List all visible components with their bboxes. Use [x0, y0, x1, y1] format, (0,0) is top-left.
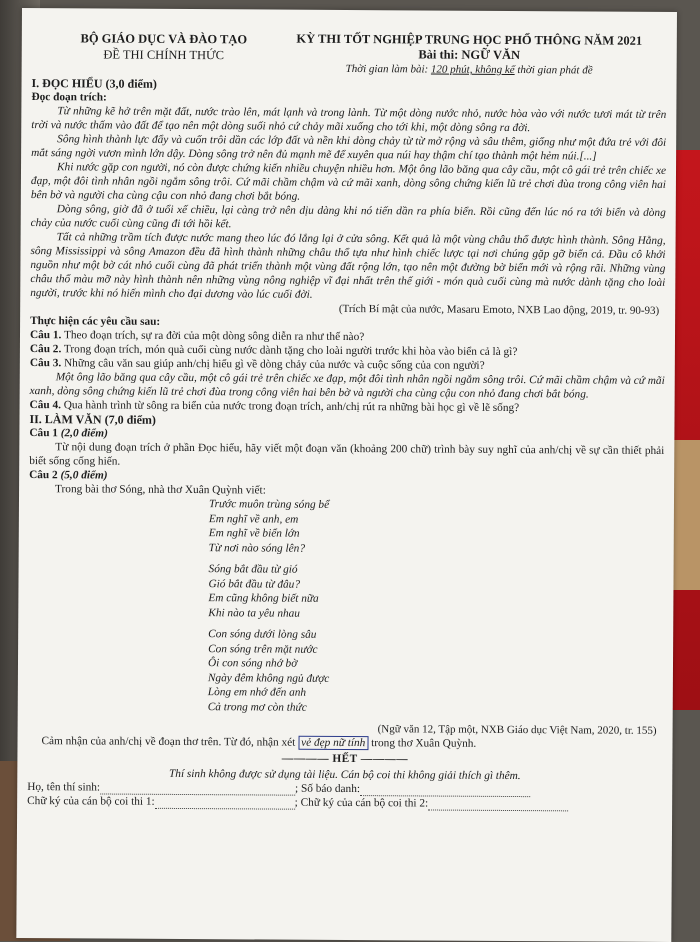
poem-citation: (Ngữ văn 12, Tập một, NXB Giáo dục Việt Nam, 2020, tr. 155): [377, 723, 657, 737]
poem-line: Gió bắt đầu từ đâu?: [208, 577, 301, 591]
question-4: Câu 4. Qua hành trình từ sông ra biển của nước trong đoạn trích, anh/chị rút ra những bài học gì về lẽ sống?: [29, 399, 520, 415]
reading-passage: [30, 104, 666, 304]
header-right: [272, 32, 667, 79]
signature-line: Chữ ký của cán bộ coi thi 1: ; Chữ ký của cán bộ coi thi 2:: [27, 794, 662, 812]
exam-title: KỲ THI TỐT NGHIỆP TRUNG HỌC PHỔ THÔNG NĂM 2021: [296, 31, 643, 48]
end-mark: ———— HẾT ————: [281, 752, 409, 766]
writing-question-2-intro: Trong bài thơ Sóng, nhà thơ Xuân Quỳnh viết:: [55, 483, 266, 497]
official-label: ĐỀ THI CHÍNH THỨC: [103, 47, 225, 63]
handwritten-box: vẻ đẹp nữ tính: [298, 736, 368, 750]
poem-line: Trước muôn trùng sóng bể: [208, 498, 330, 511]
poem-line: Con sóng trên mặt nước: [208, 642, 318, 656]
passage-paragraph: Từ những kẽ hở trên mặt đất, nước trào lên, mát lạnh và trong lành. Từ một dòng nước nhỏ, nước hòa vào với nước tươi mát từ trên trời và nước thấm vào đất để tạo nên một dòng suối nhỏ cứ chảy mãi xuống cho tới khi, một dòng sông ra đời.: [31, 105, 667, 135]
header-left: [54, 30, 274, 63]
tasks-label: Thực hiện các yêu cầu sau:: [30, 315, 161, 328]
poem-stanza: [209, 497, 664, 558]
poem-line: Em nghĩ về biển lớn: [208, 527, 300, 540]
question-1: Câu 1. Theo đoạn trích, sự ra đời của một dòng sông diễn ra như thế nào?: [29, 329, 365, 344]
subject-label: Bài thi: NGỮ VĂN: [418, 47, 521, 63]
poem-line: Em nghĩ về anh, em: [208, 512, 299, 526]
poem-line: Con sóng dưới lòng sâu: [208, 628, 317, 641]
poem-line: Cả trong mơ còn thức: [207, 700, 307, 714]
section-reading-title: I. ĐỌC HIỂU (3,0 điểm): [31, 76, 157, 91]
writing-question-1-text: Từ nội dung đoạn trích ở phần Đọc hiểu, hãy viết một đoạn văn (khoảng 200 chữ) trình bày suy nghĩ của anh/chị về sự cần thiết phải biết sống cống hiến.: [29, 441, 665, 468]
passage-paragraph: Tất cả những trầm tích được nước mang theo lúc đó lắng lại ở cửa sông. Kết quả là một vùng châu thổ được hình thành. Sông Hằng, sông Mississippi và sông Amazon đều đã hình thành những châu thổ tựa như hình chiếc lược tại nơi chúng gặp gỡ biển cả. Đầu cô khởi nguồn như một bờ cát nhỏ cuối cùng đã phát triển thành một vùng đất rộng lớn, tạo nên một đường bờ biển mới và rộng rãi. Những vùng châu thổ màu mỡ này hình thành nên những vùng nông nghiệp vĩ đại nhất trên thế giới - món quà cuối cùng mà nước dành tặng cho loài người, trước khi nó hiến mình cho đại dương vào lúc cuối đời.: [30, 231, 666, 301]
passage-citation: (Trích Bí mật của nước, Masaru Emoto, NXB Lao động, 2019, tr. 90-93): [338, 302, 660, 317]
read-label: Đọc đoạn trích:: [31, 91, 107, 104]
writing-question-2-label: Câu 2 (5,0 điểm): [29, 469, 108, 482]
poem-line: Sóng bắt đầu từ gió: [208, 563, 298, 576]
poem-stanza: [208, 627, 664, 717]
poem-line: Ôi con sóng nhớ bờ: [207, 657, 298, 670]
poem-line: Ngày đêm không ngủ được: [207, 671, 330, 685]
poem-line: Lòng em nhớ đến anh: [207, 686, 307, 699]
footer-note: Thí sinh không được sử dụng tài liệu. Cán bộ coi thi không giải thích gì thêm.: [168, 767, 521, 783]
question-2: Câu 2. Trong đoạn trích, món quà cuối cùng nước dành tặng cho loài người trước khi hòa vào biển cả là gì?: [29, 343, 518, 359]
poem-line: Em cũng không biết nữa: [208, 592, 319, 605]
ministry-name: BỘ GIÁO DỤC VÀ ĐÀO TẠO: [80, 31, 248, 47]
question-3: Câu 3. Những câu văn sau giúp anh/chị hiểu gì về dòng chảy của nước và cuộc sống của con người?: [29, 357, 485, 372]
candidate-name-line: Họ, tên thí sinh: ; Số báo danh:: [27, 780, 662, 798]
passage-paragraph: Khi nước gặp con người, nó còn được chứng kiến nhiều chuyện nhiều hơn. Một ông lão băng qua cây cầu, một cô gái trẻ trên chiếc xe đạp, một đôi tình nhân ngồi ngắm sông trôi. Cứ mãi chầm chậm và cứ mãi xanh, dòng sông chứng kiến lũ trẻ chơi đùa trong công viên hai bên bờ và người cha cùng cậu con nhỏ đang chơi bắt bóng.: [30, 161, 667, 203]
section-writing-title: II. LÀM VĂN (7,0 điểm): [29, 412, 156, 427]
poem-line: Từ nơi nào sóng lên?: [208, 541, 306, 555]
exam-paper: [16, 8, 677, 942]
passage-paragraph: Dòng sông, giờ đã ở tuổi xế chiều, lại càng trở nên dịu dàng khi nó tiến dần ra phía biển. Rồi cũng đến lúc nó ra tới biển và dòng chảy của nước cuối cùng cũng đi tới hồi kết.: [30, 203, 666, 231]
writing-question-2-task: Cảm nhận của anh/chị về đoạn thơ trên. Từ đó, nhận xét vẻ đẹp nữ tính trong thơ Xuân Quỳnh.: [41, 735, 477, 750]
passage-paragraph: Sông hình thành lực đẩy và cuốn trôi dần các lớp đất và nền khi dòng chảy từ từ mở rộng và sâu thêm, giống như một đứa trẻ với đôi mắt sáng ngời vươn mình lớn dậy. Dòng sông trở nên đủ mạnh mẽ để xuyên qua núi hay thậm chí tạo thành một hẻm núi.[...]: [31, 133, 667, 163]
poem: [208, 497, 664, 717]
poem-line: Khi nào ta yêu nhau: [208, 606, 300, 620]
exam-body: [27, 76, 666, 812]
poem-stanza: [208, 562, 663, 623]
time-label: Thời gian làm bài: 120 phút, không kể thời gian phát đề: [345, 62, 593, 77]
question-3-quote: Một ông lão băng qua cây cầu, một cô gái trẻ trên chiếc xe đạp, một đôi tình nhân ngồi ngắm sông trôi. Cứ mãi chầm chậm và cứ mãi xanh, dòng sông chứng kiến lũ trẻ chơi đùa trong công viên hai bên bờ và người cha cùng cậu con nhỏ đang chơi bắt bóng.: [29, 371, 665, 401]
writing-question-1-label: Câu 1 (2,0 điểm): [29, 427, 108, 440]
